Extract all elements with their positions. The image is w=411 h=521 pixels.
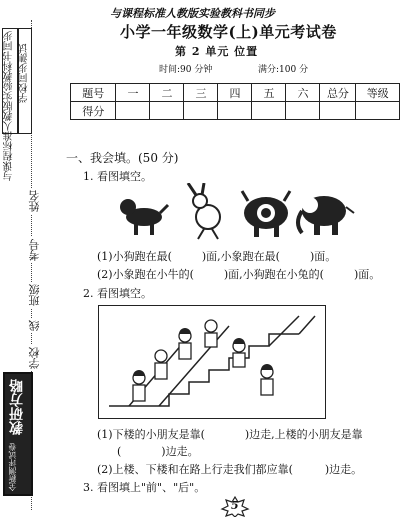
question-2-1	[97, 428, 363, 441]
margin-box-1	[2, 28, 18, 181]
page-number: 5	[231, 499, 239, 512]
score-row-label: 得分	[71, 102, 116, 120]
score-table-cell: 一	[116, 84, 150, 102]
time-limit: 时间:90 分钟	[159, 65, 213, 75]
score-input-cell[interactable]	[116, 102, 150, 120]
school-field-label: 学校	[28, 347, 41, 369]
unit-title: 第 2 单元 位置	[175, 45, 259, 58]
running-animals-illustration	[116, 183, 356, 241]
question-3-prompt: 3. 看图填上"前"、"后"。	[83, 481, 206, 494]
section-1-heading: 一、我会填。(50 分)	[66, 151, 179, 165]
score-input-cell[interactable]	[218, 102, 252, 120]
question-2-1-cont	[117, 445, 199, 458]
score-table-cell: 六	[286, 84, 320, 102]
margin-box-2	[18, 28, 32, 134]
score-table-cell: 五	[252, 84, 286, 102]
score-table-cell: 三	[184, 84, 218, 102]
q2-2-text-a: (2)上楼、下楼和在路上行走我们都应靠(	[97, 463, 293, 476]
score-table-cell: 四	[218, 84, 252, 102]
question-2-2	[97, 463, 362, 476]
score-table-cell: 总分	[320, 84, 356, 102]
series-caption: 与课程标准人教版实验教科书同步	[110, 7, 275, 20]
publisher-stamp	[3, 372, 33, 496]
page-number-badge	[220, 495, 250, 517]
question-1-1	[97, 250, 336, 263]
question-2-prompt: 2. 看图填空。	[83, 287, 152, 300]
full-score: 满分:100 分	[258, 65, 309, 75]
q1-2-text-c: )面。	[353, 268, 381, 281]
q1-1-text-a: (1)小狗跑在最(	[97, 250, 172, 263]
binding-margin	[0, 0, 58, 520]
stairs-illustration	[98, 305, 326, 419]
q2-1-text-b: )边走,上楼的小朋友是靠	[244, 428, 363, 441]
elephant-figure	[298, 196, 354, 235]
score-input-cell[interactable]	[320, 102, 356, 120]
score-table-header-row	[71, 84, 400, 102]
margin-box-1-text: 与课程标准人教版实验教科书同步	[4, 31, 15, 181]
stamp-big-text: 教研方略	[9, 379, 25, 435]
class-field-label: 班级	[28, 284, 41, 306]
score-input-cell[interactable]	[356, 102, 400, 120]
score-input-cell[interactable]	[184, 102, 218, 120]
seal-line-label: 线	[28, 320, 41, 331]
stamp-small-text: 全新测评试卷	[8, 443, 17, 491]
score-input-cell[interactable]	[252, 102, 286, 120]
score-table	[70, 83, 400, 120]
q2-1-text-c: (	[117, 445, 122, 458]
q1-2-text-b: )面,小狗跑在小兔的(	[223, 268, 324, 281]
q2-1-text-a: (1)下楼的小朋友是靠(	[97, 428, 205, 441]
margin-box-2-text: 学校同步测试	[19, 43, 30, 103]
exam-title: 小学一年级数学(上)单元考试卷	[120, 23, 337, 41]
question-1-2	[97, 268, 380, 281]
q2-1-text-d: )边走。	[161, 445, 199, 458]
score-table-cell: 等级	[356, 84, 400, 102]
name-field-label: 姓名	[28, 190, 41, 212]
score-table-cell: 二	[150, 84, 184, 102]
score-table-cell: 题号	[71, 84, 116, 102]
rabbit-figure	[188, 183, 220, 239]
score-input-cell[interactable]	[150, 102, 184, 120]
q1-2-text-a: (2)小象跑在小牛的(	[97, 268, 194, 281]
q2-2-text-b: )边走。	[324, 463, 363, 476]
question-1-prompt: 1. 看图填空。	[83, 170, 152, 183]
child-hair	[133, 328, 273, 376]
q1-1-text-c: )面。	[309, 250, 337, 263]
id-field-label: 考号	[28, 239, 41, 261]
score-table-score-row	[71, 102, 400, 120]
bull-figure	[242, 191, 290, 237]
children-figures	[133, 320, 273, 401]
q1-1-text-b: )面,小象跑在最(	[201, 250, 280, 263]
dog-figure	[120, 199, 168, 235]
score-input-cell[interactable]	[286, 102, 320, 120]
